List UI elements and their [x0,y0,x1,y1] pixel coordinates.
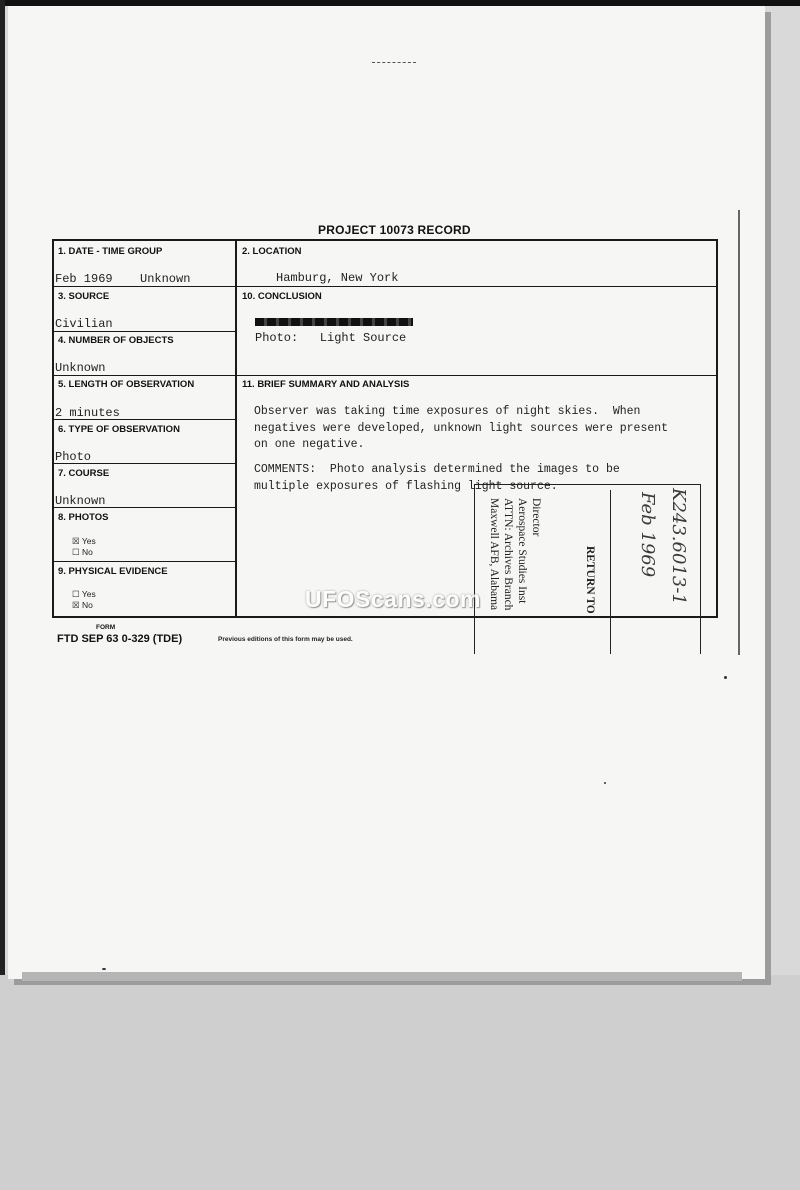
photos-label: 8. PHOTOS [58,512,109,523]
photos-no-label: No [82,547,93,557]
type-value: Photo [55,450,92,462]
form-row-line [52,561,235,562]
date-time-label: 1. DATE - TIME GROUP [58,246,163,257]
conclusion-value: Photo: Light Source [255,331,407,345]
form-word: FORM [96,624,116,631]
stamp-return-to: RETURN TO [584,546,596,614]
evidence-yes-option [72,589,96,600]
punch-mark [372,62,416,63]
stamp-border [700,484,701,654]
page-edge [22,972,742,981]
photos-yes-option [72,536,96,547]
summary-comments: COMMENTS: Photo analysis determined the images to be multiple exposures of flashing light source. [254,463,620,493]
form-divider [235,239,237,618]
conclusion-label: 10. CONCLUSION [242,291,322,302]
location-label: 2. LOCATION [242,246,302,257]
course-value: Unknown [55,494,106,506]
form-row-line [52,286,718,287]
evidence-no-label: No [82,600,93,610]
form-id: FTD SEP 63 0-329 (TDE) [57,633,183,645]
scan-speck [604,782,606,784]
photos-yes-label: Yes [81,536,96,546]
redaction-mark [255,318,413,326]
stamp-line-institute: Aerospace Studies Inst [516,498,528,604]
page-margin-line [738,210,740,655]
stamp-line-director: Director [530,498,542,537]
photos-yes-checkbox: ☒ [72,536,80,546]
summary-body: Observer was taking time exposures of night skies. When negatives were developed, unknown light sources were present on one negative. [254,405,669,451]
stamp-border [474,484,475,654]
type-label: 6. TYPE OF OBSERVATION [58,424,180,435]
scan-speck [102,968,106,970]
evidence-yes-checkbox: ☐ [72,589,80,599]
stamp-border [474,484,700,485]
date-value: Feb 1969 [55,272,113,286]
length-label: 5. LENGTH OF OBSERVATION [58,379,195,390]
scan-speck [724,676,727,679]
handwritten-reference: K243.6013-1 [668,488,689,605]
stamp-line-attn: ATTN: Archives Branch [502,498,514,611]
form-row-line [52,375,718,376]
source-value: Civilian [55,317,113,331]
scan-background [0,975,800,1190]
form-title: PROJECT 10073 RECORD [318,223,471,237]
return-stamp [474,484,704,656]
handwritten-date: Feb 1969 [637,492,658,578]
evidence-no-option [72,600,93,611]
form-row-line [52,507,235,508]
length-value: 2 minutes [55,406,120,420]
stamp-border [610,490,611,654]
time-value: Unknown [140,272,191,286]
form-row-line [52,463,235,464]
stamp-line-address: Maxwell AFB, Alabama [488,498,500,611]
num-objects-value: Unknown [55,361,106,375]
physical-evidence-label: 9. PHYSICAL EVIDENCE [58,566,168,577]
site-watermark: UFOScans.com [305,586,481,612]
summary-label: 11. BRIEF SUMMARY AND ANALYSIS [242,379,410,390]
photos-no-option [72,547,93,558]
photos-no-checkbox: ☐ [72,547,80,557]
form-footer-note: Previous editions of this form may be used. [218,636,353,643]
num-objects-label: 4. NUMBER OF OBJECTS [58,335,174,346]
evidence-no-checkbox: ☒ [72,600,80,610]
evidence-yes-label: Yes [81,589,96,599]
form-row-line [52,331,235,332]
location-value: Hamburg, New York [276,271,399,285]
source-label: 3. SOURCE [58,291,110,302]
course-label: 7. COURSE [58,468,110,479]
